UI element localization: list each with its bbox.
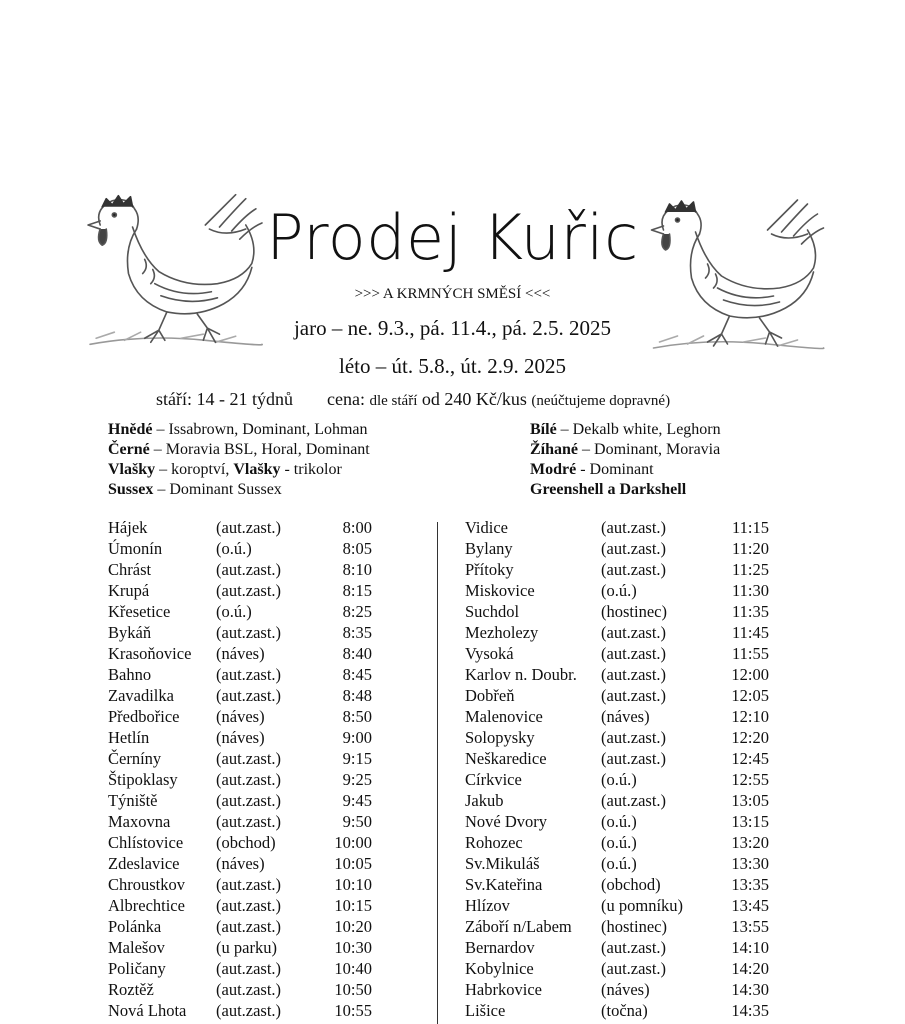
schedule-row <box>108 790 408 811</box>
breed-separator: - <box>576 461 590 478</box>
schedule-place: Štipoklasy <box>108 770 178 789</box>
schedule-time: 14:30 <box>731 980 769 999</box>
schedule-place: Miskovice <box>465 581 535 600</box>
schedule-stop: (aut.zast.) <box>216 980 282 999</box>
schedule-row <box>108 706 408 727</box>
schedule-place: Zavadilka <box>108 686 174 705</box>
breed-row <box>530 420 721 440</box>
schedule-time: 12:05 <box>731 686 769 705</box>
schedule-time: 8:40 <box>342 644 372 663</box>
breeds-list-right <box>530 420 721 500</box>
schedule-stop: (aut.zast.) <box>601 644 667 663</box>
schedule-left <box>108 517 408 1021</box>
schedule-time: 11:55 <box>732 644 769 663</box>
schedule-place: Malenovice <box>465 707 543 726</box>
schedule-place: Nové Dvory <box>465 812 548 831</box>
breed-name: Sussex <box>108 481 154 498</box>
schedule-time: 10:30 <box>334 938 372 957</box>
schedule-stop: (aut.zast.) <box>216 560 282 579</box>
schedule-row <box>465 517 785 538</box>
schedule-stop: (aut.zast.) <box>601 518 667 537</box>
schedule-place: Sv.Kateřina <box>465 875 543 894</box>
schedule-time: 8:25 <box>342 602 372 621</box>
breed-name-2: Vlašky <box>233 461 281 478</box>
schedule-time: 12:55 <box>731 770 769 789</box>
schedule-row <box>108 1000 408 1021</box>
schedule-row <box>108 937 408 958</box>
schedule-place: Přítoky <box>465 560 514 579</box>
schedule-time: 13:45 <box>731 896 769 915</box>
schedule-stop: (o.ú.) <box>216 602 252 621</box>
schedule-place: Malešov <box>108 938 165 957</box>
schedule-stop: (aut.zast.) <box>601 938 667 957</box>
schedule-stop: (obchod) <box>601 875 661 894</box>
schedule-row <box>108 727 408 748</box>
schedule-time: 9:50 <box>342 812 372 831</box>
breed-separator: – <box>149 441 166 458</box>
schedule-stop: (aut.zast.) <box>601 749 667 768</box>
schedule-time: 14:20 <box>731 959 769 978</box>
dates-spring: jaro – ne. 9.3., pá. 11.4., pá. 2.5. 2025 <box>293 316 612 340</box>
schedule-time: 11:45 <box>732 623 769 642</box>
schedule-time: 8:05 <box>342 539 372 558</box>
schedule-time: 10:55 <box>334 1001 372 1020</box>
schedule-stop: (točna) <box>601 1001 648 1020</box>
schedule-stop: (aut.zast.) <box>216 1001 282 1020</box>
breed-row <box>530 460 721 480</box>
schedule-time: 12:45 <box>731 749 769 768</box>
schedule-time: 11:20 <box>732 539 769 558</box>
schedule-row <box>108 811 408 832</box>
schedule-row <box>108 538 408 559</box>
schedule-row <box>108 769 408 790</box>
schedule-place: Hlízov <box>465 896 510 915</box>
schedule-place: Nová Lhota <box>108 1001 187 1020</box>
schedule-time: 11:25 <box>732 560 769 579</box>
breeds-list-left <box>108 420 370 500</box>
schedule-place: Rohozec <box>465 833 523 852</box>
schedule-stop: (aut.zast.) <box>601 686 667 705</box>
breed-row <box>108 480 370 500</box>
schedule-time: 10:50 <box>334 980 372 999</box>
schedule-time: 10:00 <box>334 833 372 852</box>
schedule-row <box>465 664 785 685</box>
schedule-place: Vysoká <box>465 644 514 663</box>
schedule-row <box>465 643 785 664</box>
schedule-row <box>108 748 408 769</box>
schedule-place: Mezholezy <box>465 623 539 642</box>
schedule-stop: (náves) <box>601 980 650 999</box>
schedule-time: 11:35 <box>732 602 769 621</box>
schedule-place: Krupá <box>108 581 150 600</box>
schedule-stop: (náves) <box>216 707 265 726</box>
schedule-place: Polánka <box>108 917 162 936</box>
schedule-time: 9:15 <box>342 749 372 768</box>
schedule-row <box>108 916 408 937</box>
schedule-row <box>465 811 785 832</box>
price-prefix: dle stáří <box>369 393 418 409</box>
schedule-stop: (aut.zast.) <box>216 623 282 642</box>
schedule-stop: (aut.zast.) <box>601 791 667 810</box>
breed-name: Greenshell a Darkshell <box>530 481 687 498</box>
schedule-stop: (aut.zast.) <box>216 770 282 789</box>
schedule-time: 14:35 <box>731 1001 769 1020</box>
breed-separator: – <box>155 461 172 478</box>
schedule-row <box>465 1000 785 1021</box>
breed-desc: Moravia BSL, Horal, Dominant <box>165 441 370 458</box>
schedule-place: Habrkovice <box>465 980 542 999</box>
price-note: (neúčtujeme dopravné) <box>531 393 671 409</box>
schedule-time: 13:20 <box>731 833 769 852</box>
schedule-row <box>465 580 785 601</box>
schedule-stop: (náves) <box>216 854 265 873</box>
schedule-stop: (náves) <box>601 707 650 726</box>
schedule-time: 12:00 <box>731 665 769 684</box>
schedule-place: Církvice <box>465 770 522 789</box>
schedule-stop: (aut.zast.) <box>216 749 282 768</box>
schedule-row <box>465 874 785 895</box>
schedule-place: Sv.Mikuláš <box>465 854 540 873</box>
schedule-row <box>465 958 785 979</box>
schedule-stop: (aut.zast.) <box>216 665 282 684</box>
breed-name: Hnědé <box>108 421 153 438</box>
schedule-stop: (aut.zast.) <box>601 623 667 642</box>
breed-separator: – <box>578 441 595 458</box>
schedule-row <box>108 559 408 580</box>
schedule-row <box>465 601 785 622</box>
schedule-stop: (aut.zast.) <box>216 581 282 600</box>
schedule-stop: (aut.zast.) <box>216 812 282 831</box>
breed-desc: Dominant Sussex <box>169 481 282 498</box>
schedule-time: 13:05 <box>731 791 769 810</box>
schedule-time: 9:25 <box>342 770 372 789</box>
schedule-row <box>108 580 408 601</box>
schedule-row <box>465 937 785 958</box>
schedule-stop: (u parku) <box>216 938 277 957</box>
schedule-place: Týniště <box>108 791 158 810</box>
schedule-row <box>108 517 408 538</box>
schedule-row <box>108 685 408 706</box>
schedule-stop: (o.ú.) <box>601 833 637 852</box>
schedule-row <box>465 559 785 580</box>
schedule-place: Chlístovice <box>108 833 184 852</box>
column-divider <box>437 522 438 1024</box>
schedule-place: Vidice <box>465 518 508 537</box>
schedule-time: 10:20 <box>334 917 372 936</box>
schedule-stop: (aut.zast.) <box>601 560 667 579</box>
schedule-time: 10:10 <box>334 875 372 894</box>
schedule-time: 9:00 <box>342 728 372 747</box>
schedule-row <box>108 832 408 853</box>
schedule-row <box>465 790 785 811</box>
schedule-time: 13:35 <box>731 875 769 894</box>
price-value: od 240 Kč/kus <box>421 389 527 409</box>
schedule-row <box>465 853 785 874</box>
schedule-row <box>465 727 785 748</box>
breed-name: Černé <box>108 441 150 458</box>
schedule-stop: (aut.zast.) <box>601 728 667 747</box>
schedule-place: Bylany <box>465 539 513 558</box>
breed-row <box>108 460 370 480</box>
schedule-place: Albrechtice <box>108 896 185 915</box>
schedule-right <box>465 517 785 1021</box>
schedule-stop: (aut.zast.) <box>601 539 667 558</box>
schedule-stop: (aut.zast.) <box>216 959 282 978</box>
schedule-time: 8:48 <box>342 686 372 705</box>
schedule-row <box>465 916 785 937</box>
schedule-time: 13:15 <box>731 812 769 831</box>
breed-row <box>530 440 721 460</box>
schedule-place: Bahno <box>108 665 152 684</box>
schedule-stop: (hostinec) <box>601 917 667 936</box>
price-label: cena: <box>327 389 365 409</box>
breed-name: Žíhané <box>530 441 579 458</box>
breed-name: Bílé <box>530 421 557 438</box>
breed-desc: Dekalb white, Leghorn <box>572 421 721 438</box>
breed-row <box>108 440 370 460</box>
schedule-time: 8:10 <box>342 560 372 579</box>
schedule-stop: (aut.zast.) <box>216 896 282 915</box>
schedule-time: 8:50 <box>342 707 372 726</box>
schedule-stop: (hostinec) <box>601 602 667 621</box>
schedule-place: Předbořice <box>108 707 180 726</box>
schedule-row <box>465 538 785 559</box>
schedule-row <box>108 979 408 1000</box>
breed-desc: Issabrown, Dominant, Lohman <box>168 421 368 438</box>
schedule-stop: (náves) <box>216 644 265 663</box>
schedule-time: 12:20 <box>731 728 769 747</box>
dates-summer: léto – út. 5.8., út. 2.9. 2025 <box>339 354 566 378</box>
schedule-stop: (o.ú.) <box>601 854 637 873</box>
breed-desc-2: - trikolor <box>280 461 342 478</box>
schedule-stop: (aut.zast.) <box>216 875 282 894</box>
schedule-row <box>465 748 785 769</box>
schedule-time: 9:45 <box>342 791 372 810</box>
schedule-row <box>465 685 785 706</box>
schedule-row <box>465 769 785 790</box>
breed-desc: Dominant <box>589 461 654 478</box>
schedule-place: Chrást <box>108 560 152 579</box>
schedule-time: 11:15 <box>732 518 769 537</box>
schedule-stop: (o.ú.) <box>601 812 637 831</box>
schedule-stop: (aut.zast.) <box>601 665 667 684</box>
breed-row <box>108 420 370 440</box>
schedule-place: Maxovna <box>108 812 171 831</box>
schedule-place: Chroustkov <box>108 875 186 894</box>
breed-separator: – <box>153 481 170 498</box>
schedule-place: Lišice <box>465 1001 506 1020</box>
breed-desc: koroptví, <box>171 461 234 478</box>
breed-separator: – <box>152 421 169 438</box>
schedule-row <box>465 832 785 853</box>
age-price-line <box>156 387 670 413</box>
schedule-time: 10:05 <box>334 854 372 873</box>
schedule-place: Karlov n. Doubr. <box>465 665 577 684</box>
schedule-stop: (aut.zast.) <box>601 959 667 978</box>
schedule-stop: (aut.zast.) <box>216 917 282 936</box>
schedule-row <box>465 622 785 643</box>
schedule-stop: (u pomníku) <box>601 896 684 915</box>
schedule-stop: (o.ú.) <box>601 770 637 789</box>
schedule-row <box>108 664 408 685</box>
schedule-place: Roztěž <box>108 980 154 999</box>
schedule-place: Černíny <box>108 749 162 768</box>
schedule-row <box>108 895 408 916</box>
schedule-place: Suchdol <box>465 602 520 621</box>
schedule-time: 8:35 <box>342 623 372 642</box>
schedule-place: Bykáň <box>108 623 152 642</box>
breed-name: Vlašky <box>108 461 156 478</box>
page-title: Prodej Kuřic <box>266 201 639 274</box>
schedule-row <box>465 895 785 916</box>
schedule-time: 11:30 <box>732 581 769 600</box>
schedule-place: Křesetice <box>108 602 171 621</box>
schedule-place: Hetlín <box>108 728 150 747</box>
schedule-row <box>108 958 408 979</box>
schedule-row <box>108 874 408 895</box>
schedule-place: Záboří n/Labem <box>465 917 572 936</box>
schedule-stop: (náves) <box>216 728 265 747</box>
schedule-time: 13:30 <box>731 854 769 873</box>
schedule-time: 10:15 <box>334 896 372 915</box>
schedule-place: Hájek <box>108 518 148 537</box>
schedule-stop: (aut.zast.) <box>216 791 282 810</box>
breed-desc: Dominant, Moravia <box>594 441 721 458</box>
schedule-place: Neškaredice <box>465 749 547 768</box>
schedule-place: Úmonín <box>108 539 163 558</box>
age-text: stáří: 14 - 21 týdnů <box>156 389 293 409</box>
schedule-stop: (aut.zast.) <box>216 518 282 537</box>
schedule-time: 10:40 <box>334 959 372 978</box>
schedule-place: Dobřeň <box>465 686 515 705</box>
schedule-row <box>108 601 408 622</box>
schedule-time: 8:15 <box>342 581 372 600</box>
schedule-place: Bernardov <box>465 938 535 957</box>
breed-separator: – <box>556 421 573 438</box>
breed-row <box>530 480 721 500</box>
schedule-place: Zdeslavice <box>108 854 180 873</box>
schedule-place: Kobylnice <box>465 959 534 978</box>
schedule-time: 8:45 <box>342 665 372 684</box>
schedule-time: 14:10 <box>731 938 769 957</box>
schedule-place: Jakub <box>465 791 504 810</box>
schedule-time: 8:00 <box>342 518 372 537</box>
schedule-place: Solopysky <box>465 728 535 747</box>
schedule-place: Krasoňovice <box>108 644 192 663</box>
schedule-row <box>108 853 408 874</box>
page-subtitle: >>> A KRMNÝCH SMĚSÍ <<< <box>354 286 551 302</box>
schedule-stop: (aut.zast.) <box>216 686 282 705</box>
breed-name: Modré <box>530 461 577 478</box>
schedule-row <box>108 643 408 664</box>
schedule-row <box>465 979 785 1000</box>
schedule-stop: (o.ú.) <box>216 539 252 558</box>
schedule-time: 12:10 <box>731 707 769 726</box>
schedule-time: 13:55 <box>731 917 769 936</box>
schedule-row <box>465 706 785 727</box>
schedule-stop: (obchod) <box>216 833 276 852</box>
schedule-stop: (o.ú.) <box>601 581 637 600</box>
schedule-place: Poličany <box>108 959 166 978</box>
schedule-row <box>108 622 408 643</box>
